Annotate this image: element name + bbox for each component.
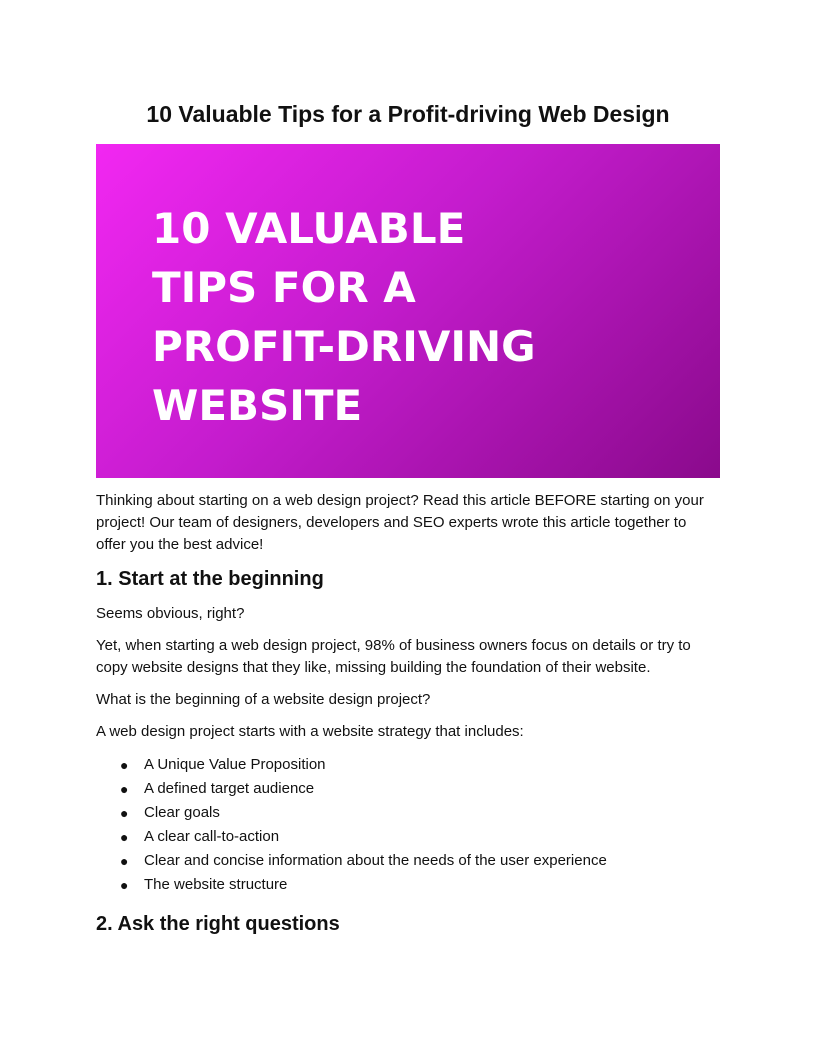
- bullet-icon: ●: [120, 757, 129, 773]
- list-item-text: A Unique Value Proposition: [144, 756, 326, 773]
- bullet-icon: ●: [120, 877, 129, 893]
- list-item: [96, 849, 720, 873]
- bullet-icon: ●: [120, 853, 129, 869]
- bullet-icon: ●: [120, 805, 129, 821]
- list-item-text: Clear goals: [144, 804, 220, 821]
- hero-banner-image: [96, 144, 720, 478]
- intro-paragraph: Thinking about starting on a web design project? Read this article BEFORE starting on your project! Our team of designers, developers and SEO experts wrote this article together to offer you the best advice!: [96, 492, 704, 553]
- paragraph: What is the beginning of a website design project?: [96, 691, 431, 708]
- list-item: [96, 777, 720, 801]
- list-item: [96, 801, 720, 825]
- list-item-text: A defined target audience: [144, 780, 315, 797]
- paragraph: Seems obvious, right?: [96, 605, 245, 622]
- article-body: [96, 490, 720, 948]
- section-heading-2: 2. Ask the right questions: [96, 913, 340, 935]
- strategy-bullet-list: [96, 753, 720, 897]
- document-title: 10 Valuable Tips for a Profit-driving Web Design: [146, 101, 670, 127]
- list-item-text: A clear call-to-action: [144, 828, 280, 845]
- section-heading-1: 1. Start at the beginning: [96, 568, 324, 590]
- list-item-text: Clear and concise information about the needs of the user experience: [144, 852, 607, 869]
- bullet-icon: ●: [120, 829, 129, 845]
- paragraph: A web design project starts with a website strategy that includes:: [96, 723, 524, 740]
- list-item: [96, 753, 720, 777]
- list-item: [96, 873, 720, 897]
- list-item: [96, 825, 720, 849]
- bullet-icon: ●: [120, 781, 129, 797]
- list-item-text: The website structure: [144, 876, 288, 893]
- paragraph: Yet, when starting a web design project, 98% of business owners focus on details or try to copy website designs that they like, missing building the foundation of their website.: [96, 637, 691, 676]
- hero-banner-text: 10 VALUABLE TIPS FOR A PROFIT-DRIVING WEBSITE: [152, 204, 536, 430]
